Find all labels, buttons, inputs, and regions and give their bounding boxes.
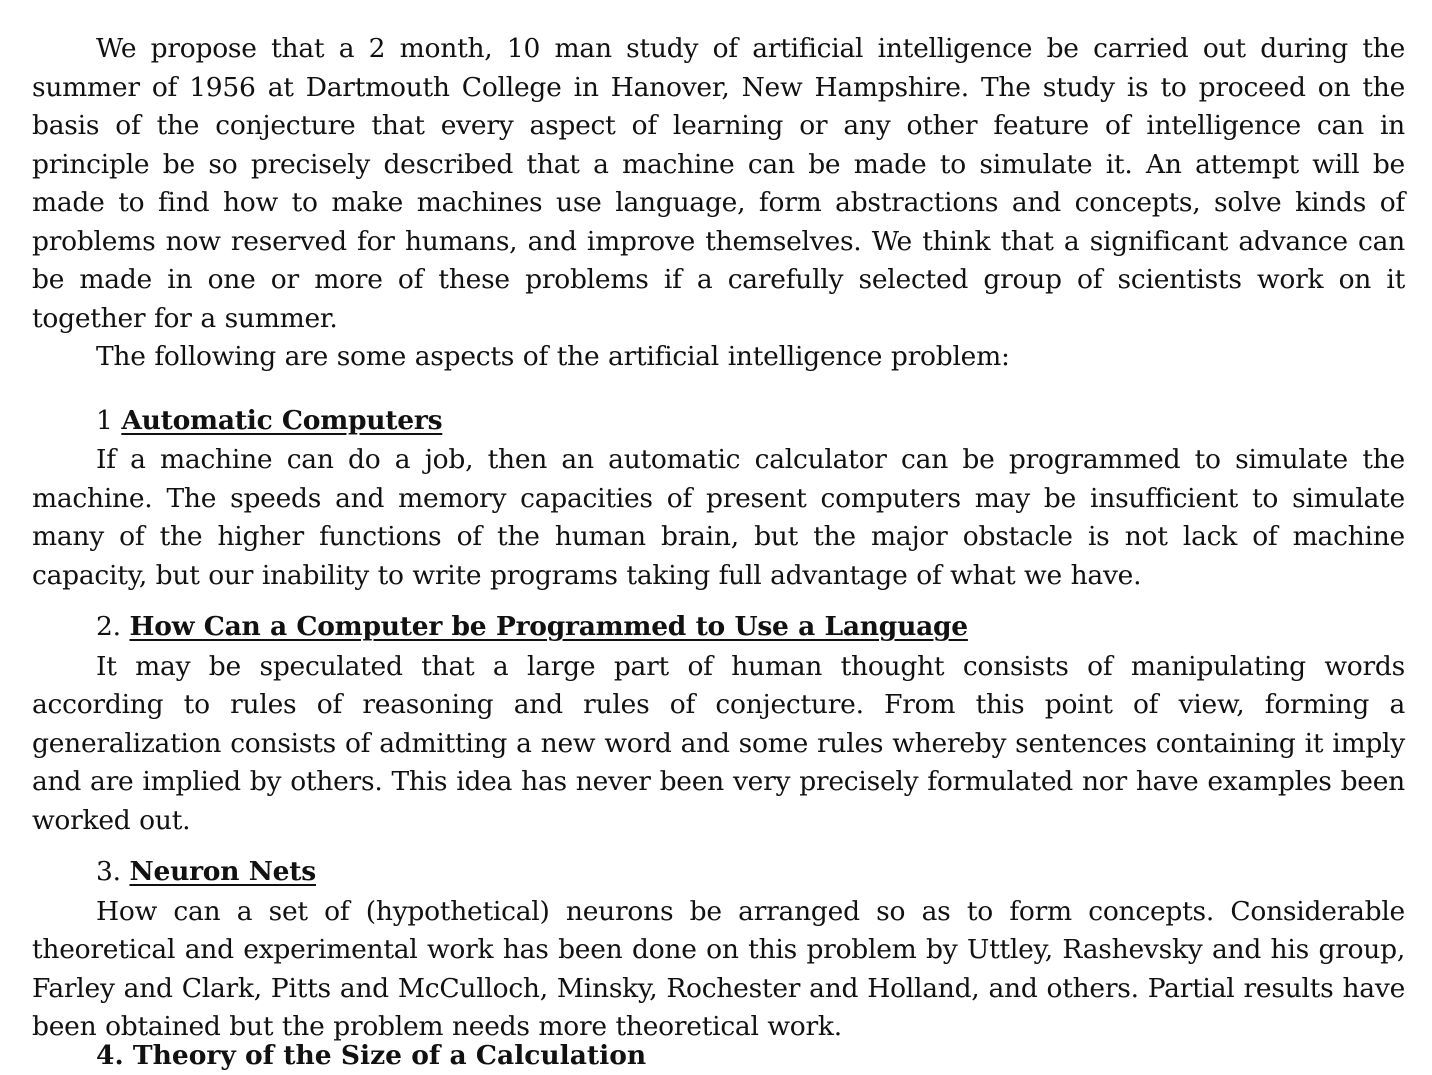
cut-off-next-heading	[96, 1040, 696, 1074]
section-body-computer-language: It may be speculated that a large part of human thought consists of manipulating words according to rules of reasoning and rules of conjecture. From this point of view, forming a generalization consists of admitting a new word and some rules whereby sentences containing it imply and are implied by others. This idea has never been very precisely formulated nor have examples been worked out.	[32, 650, 1405, 836]
section-heading-automatic-computers	[32, 402, 1405, 441]
section-number: 2.	[96, 611, 121, 642]
section-number: 3.	[96, 856, 121, 887]
section-title: Neuron Nets	[129, 856, 316, 887]
document-page	[32, 30, 1405, 1047]
section-body-automatic-computers: If a machine can do a job, then an automatic calculator can be programmed to simulate the machine. The speeds and memory capacities of present computers may be insufficient to simulate many of the higher functions of the human brain, but the major obstacle is not lack of machine capacity, but our inability to write programs taking full advantage of what we have.	[32, 444, 1405, 591]
section-body-neuron-nets: How can a set of (hypothetical) neurons be arranged so as to form concepts. Considerable theoretical and experimental work has been done on this problem by Uttley, Rashevsky and his group, Farley and Clark, Pitts and McCulloch, Minsky, Rochester and Holland, and others. Partial results have been obtained but the problem needs more theoretical work.	[32, 895, 1405, 1042]
cut-off-heading-text: 4. Theory of the Size of a Calculation	[96, 1040, 647, 1071]
intro-lead-in: The following are some aspects of the artificial intelligence problem:	[96, 341, 1010, 372]
section-number: 1	[96, 404, 113, 436]
section-heading-neuron-nets	[32, 853, 1405, 892]
section-title: Automatic Computers	[121, 404, 443, 436]
section-heading-computer-language	[32, 608, 1405, 647]
intro-paragraph: We propose that a 2 month, 10 man study of artificial intelligence be carried out during the summer of 1956 at Dartmouth College in Hanover, New Hampshire. The study is to proceed on the basis of the conjecture that every aspect of learning or any other feature of intelligence can in principle be so precisely described that a machine can be made to simulate it. An attempt will be made to find how to make machines use language, form abstractions and concepts, solve kinds of problems now reserved for humans, and improve themselves. We think that a significant advance can be made in one or more of these problems if a carefully selected group of scientists work on it together for a summer.	[32, 33, 1405, 334]
section-title: How Can a Computer be Programmed to Use a Language	[129, 611, 968, 642]
